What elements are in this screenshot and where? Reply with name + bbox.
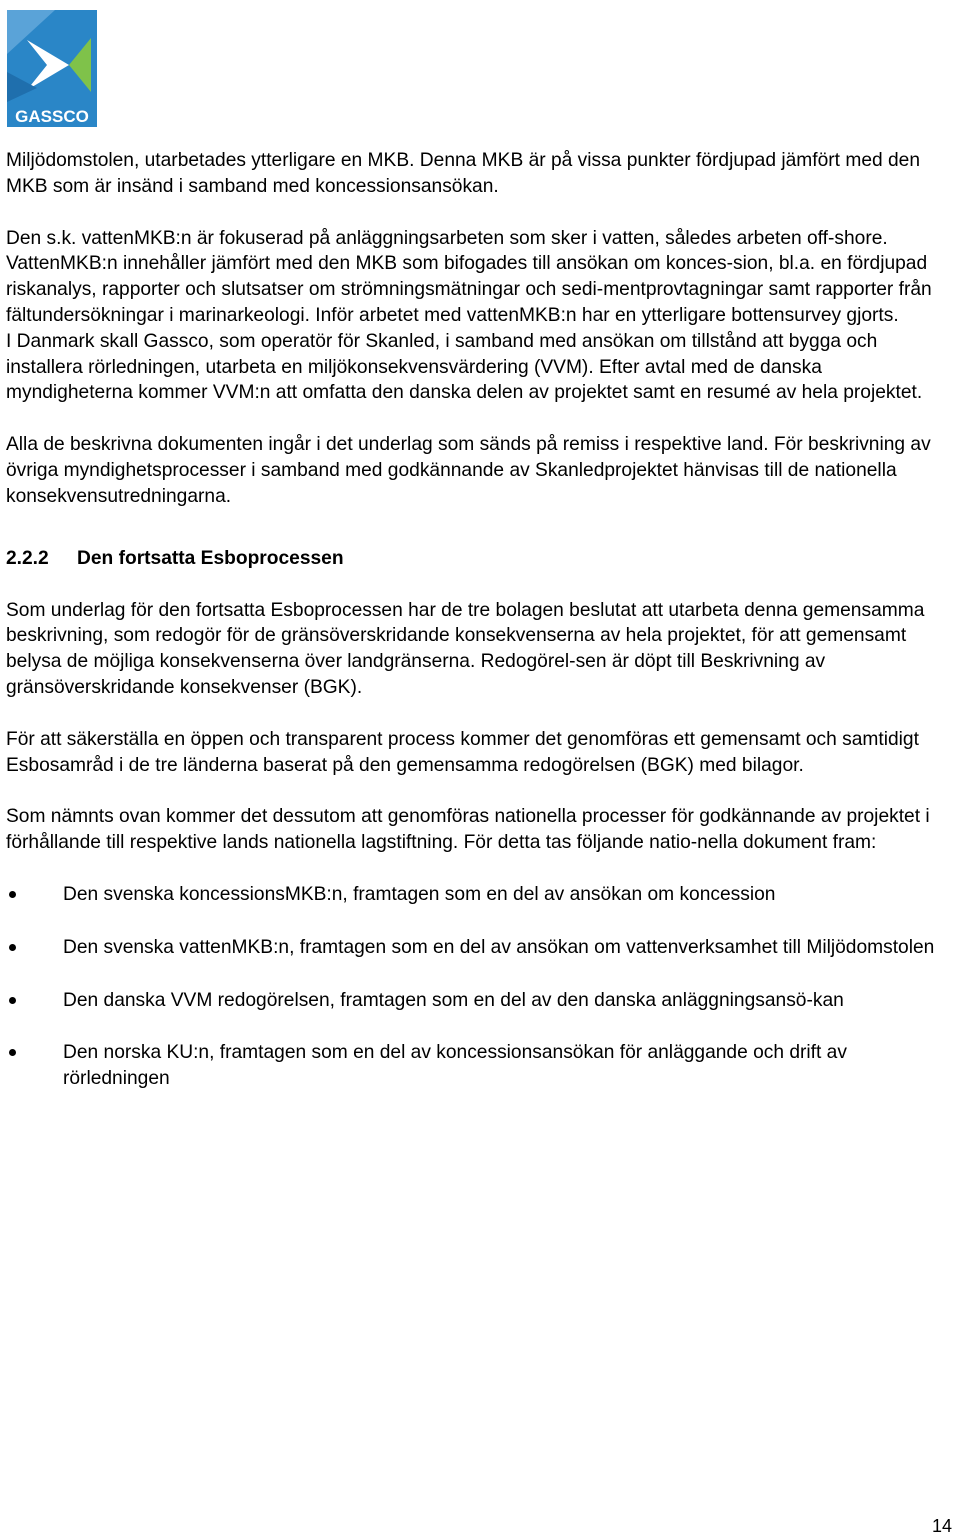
section-title: Den fortsatta Esboprocessen	[77, 547, 344, 569]
list-item-text: Den danska VVM redogörelsen, framtagen som en del av den danska anläggningsansö-kan	[63, 989, 844, 1011]
document-list	[6, 882, 942, 1092]
gassco-logo	[7, 10, 97, 127]
paragraph-vattenmkb: Den s.k. vattenMKB:n är fokuserad på anläggningsarbeten som sker i vatten, således arbeten off-shore. VattenMKB:n innehåller jämfört med den MKB som bifogades till ansökan om konces-sion, bl.a. en fördjupad riskanalys, rapporter och slutsatser om strömningsmätningar och sedi-mentprovtagningar samt rapporter från fältundersökningar i marinarkeologi. Inför arbetet med vattenMKB:n har en ytterligare bottensurvey gjorts.	[6, 227, 932, 326]
page-number: 14	[931, 1516, 952, 1536]
list-item	[6, 935, 942, 961]
bullet-icon	[9, 997, 16, 1004]
list-item-text: Den norska KU:n, framtagen som en del av koncessionsansökan för anläggande och drift av rörledningen	[63, 1042, 847, 1090]
paragraph-danmark: I Danmark skall Gassco, som operatör för Skanled, i samband med ansökan om tillstånd att bygga och installera rörledningen, utarbeta en miljökonsekvensvärdering (VVM). Efter avtal med de danska myndigheterna kommer VVM:n att omfatta den danska delen av projektet samt en resumé av hela projektet.	[6, 330, 923, 404]
paragraph-esbo-underlag: Som underlag för den fortsatta Esboprocessen har de tre bolagen beslutat att utarbeta denna gemensamma beskrivning, som redogör för de gränsöverskridande konsekvenserna av hela projektet, för att gemensamt belysa de möjliga konsekvenserna över landgränserna. Redogörel-sen är döpt till Beskrivning av gränsöverskridande konsekvenser (BGK).	[6, 599, 925, 698]
list-item-text: Den svenska koncessionsMKB:n, framtagen som en del av ansökan om koncession	[63, 883, 776, 905]
logo-text: GASSCO	[15, 107, 89, 126]
section-heading	[6, 546, 942, 572]
bullet-icon	[9, 1049, 16, 1056]
list-item-text: Den svenska vattenMKB:n, framtagen som en del av ansökan om vattenverksamhet till Miljödomstolen	[63, 936, 935, 958]
paragraph-intro: Miljödomstolen, utarbetades ytterligare en MKB. Denna MKB är på vissa punkter fördjupad jämfört med den MKB som är insänd i samband med koncessionsansökan.	[6, 150, 921, 197]
paragraph-esbo-samrad: För att säkerställa en öppen och transparent process kommer det genomföras ett gemensamt och samtidigt Esbosamråd i de tre länderna baserat på den gemensamma redogörelsen (BGK) med bilagor.	[6, 728, 919, 776]
list-item	[6, 988, 942, 1014]
bullet-icon	[9, 944, 16, 951]
paragraph-remiss: Alla de beskrivna dokumenten ingår i det underlag som sänds på remiss i respektive land. För beskrivning av övriga myndighetsprocesser i samband med godkännande av Skanledprojektet hänvisas till de nationella konsekvensutredningarna.	[6, 434, 931, 507]
paragraph-nationella: Som nämnts ovan kommer det dessutom att genomföras nationella processer för godkännande av projektet i förhållande till respektive lands nationella lagstiftning. För detta tas följande natio-nella dokument fram:	[6, 806, 930, 854]
section-number: 2.2.2	[6, 547, 49, 569]
bullet-icon	[9, 891, 16, 898]
list-item	[6, 1040, 942, 1092]
list-item	[6, 882, 942, 908]
document-body	[6, 148, 942, 1092]
